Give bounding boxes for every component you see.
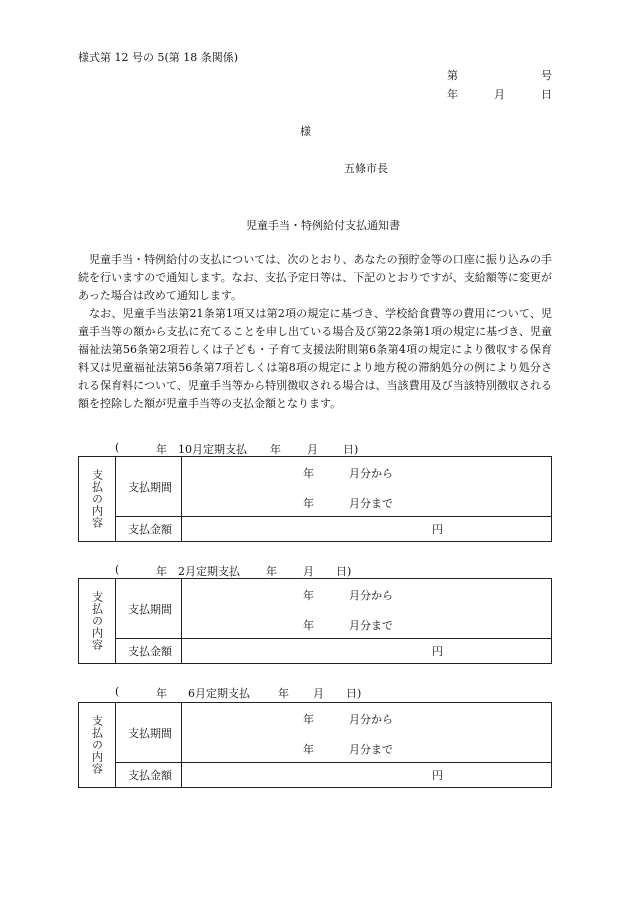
side-label-cell — [79, 579, 116, 664]
to-month-text: 月分まで — [349, 497, 393, 510]
paragraph-1: 児童手当・特例給付の支払については、次のとおり、あなたの預貯金等の口座に振り込みの手続を行いますので通知します。なお、支払予定日等は、下記のとおりですが、支給額等に変更があった場合は改めて通知します。 — [78, 253, 552, 302]
to-month-text: 月分まで — [349, 619, 393, 632]
section-open: ( — [115, 563, 120, 576]
payment-table — [78, 702, 552, 788]
issuer: 五條市長 — [344, 162, 388, 175]
amount-label: 支払金額 — [116, 517, 182, 542]
payment-table — [78, 578, 552, 664]
doc-number-dai: 第 — [447, 69, 458, 82]
to-year: 年 — [303, 619, 314, 632]
period-cell — [182, 579, 552, 639]
section-year: 年 — [156, 687, 167, 700]
side-label-cell — [79, 703, 116, 788]
side-label-cell — [79, 457, 116, 542]
section-day: 日) — [336, 565, 352, 578]
to-year: 年 — [303, 497, 314, 510]
section-year: 年 — [156, 565, 167, 578]
section-year2: 年 — [278, 687, 289, 700]
doc-date-year: 年 — [447, 88, 458, 101]
section-period: 10月定期支払 — [178, 443, 247, 456]
yen-unit: 円 — [432, 523, 443, 536]
paragraph-2: なお、児童手当法第21条第1項又は第2項の規定に基づき、学校給食費等の費用について、児童手当等の額から支払に充てることを申し出ている場合及び第22条第1項の規定に基づき、児童福祉法第56条第2項若しくは子ども・子育て支援法附則第6条第4項の規定により徴収する保育料又は児童福祉法第56条第7項若しくは第8項の規定により地方税の滞納処分の例により処分される保育料について、児童手当等から特別徴収される場合は、当該費用及び当該特別徴収される額を控除した額が児童手当等の支払金額となります。 — [78, 307, 552, 410]
doc-number-go: 号 — [541, 69, 552, 82]
to-month-text: 月分まで — [349, 743, 393, 756]
period-cell — [182, 457, 552, 517]
section-year: 年 — [156, 443, 167, 456]
section-year2: 年 — [266, 565, 277, 578]
period-label: 支払期間 — [116, 457, 182, 517]
from-year: 年 — [303, 467, 314, 480]
section-day: 日) — [343, 443, 359, 456]
section-open: ( — [115, 441, 120, 454]
from-month-text: 月分から — [349, 713, 393, 726]
section-month: 月 — [303, 565, 314, 578]
amount-label: 支払金額 — [116, 639, 182, 664]
addressee-suffix: 様 — [300, 125, 311, 138]
from-month-text: 月分から — [349, 467, 393, 480]
section-open: ( — [115, 685, 120, 698]
period-label: 支払期間 — [116, 703, 182, 763]
document-title: 児童手当・特例給付支払通知書 — [246, 219, 400, 232]
amount-label: 支払金額 — [116, 763, 182, 788]
from-month-text: 月分から — [349, 589, 393, 602]
yen-unit: 円 — [432, 769, 443, 782]
section-year2: 年 — [270, 443, 281, 456]
section-day: 日) — [346, 687, 362, 700]
amount-cell — [182, 517, 552, 542]
amount-cell — [182, 639, 552, 664]
side-label: 支払の内容 — [90, 715, 104, 775]
section-month: 月 — [307, 443, 318, 456]
yen-unit: 円 — [432, 645, 443, 658]
side-label: 支払の内容 — [90, 469, 104, 529]
side-label: 支払の内容 — [90, 591, 104, 651]
payment-table — [78, 456, 552, 542]
period-cell — [182, 703, 552, 763]
doc-date-day: 日 — [541, 88, 552, 101]
doc-date-month: 月 — [494, 88, 505, 101]
to-year: 年 — [303, 743, 314, 756]
section-month: 月 — [313, 687, 324, 700]
amount-cell — [182, 763, 552, 788]
from-year: 年 — [303, 589, 314, 602]
section-period: 2月定期支払 — [178, 565, 240, 578]
period-label: 支払期間 — [116, 579, 182, 639]
section-period: 6月定期支払 — [188, 687, 250, 700]
from-year: 年 — [303, 713, 314, 726]
form-id: 様式第 12 号の 5(第 18 条関係) — [78, 51, 239, 64]
